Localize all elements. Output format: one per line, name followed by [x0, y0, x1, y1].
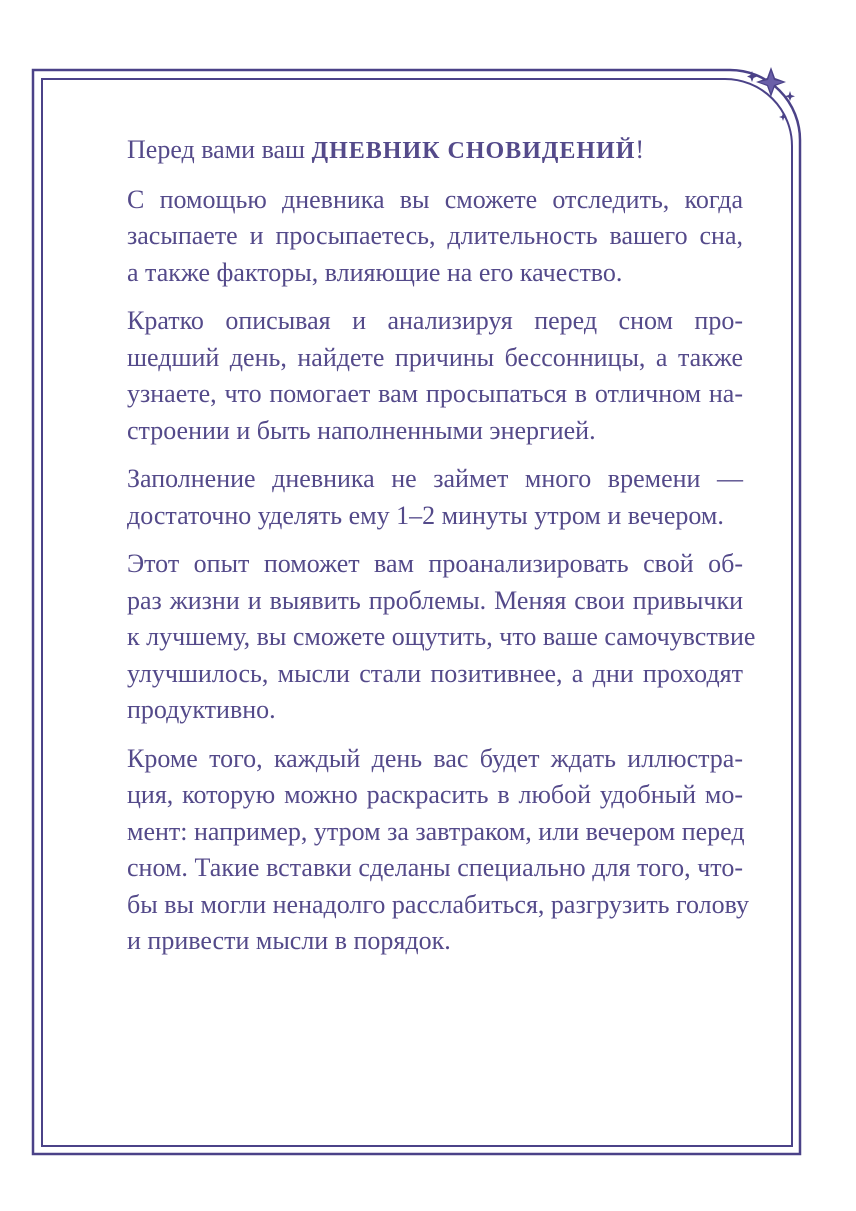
text-line: бы вы могли ненадолго расслабиться, разгрузить голову: [127, 889, 749, 919]
text-line: и привести мысли в порядок.: [127, 926, 451, 955]
text-line: к лучшему, вы сможете ощутить, что ваше самочувствие: [127, 622, 756, 651]
paragraph-title: [127, 132, 743, 170]
text-line: ция, которую можно раскрасить в любой удобный мо-: [127, 780, 743, 809]
paragraph-2: [127, 303, 743, 449]
paragraph-3: [127, 461, 743, 534]
title-lead: Перед вами ваш: [127, 135, 312, 164]
paragraph-1: [127, 182, 743, 292]
text-line: улучшилось, мысли стали позитивнее, а дни проходят: [127, 658, 743, 688]
text-line: сном. Такие вставки сделаны специально для того, что-: [127, 853, 743, 882]
text-line: Заполнение дневника не займет много времени —: [127, 464, 743, 493]
text-line: раз жизни и выявить проблемы. Меняя свои привычки: [127, 585, 743, 615]
text-line: Этот опыт поможет вам проанализировать свой об-: [127, 549, 743, 578]
text-line: строении и быть наполненными энергией.: [127, 415, 596, 445]
text-line: шедший день, найдете причины бессонницы, а также: [127, 342, 743, 372]
text-line: засыпаете и просыпаетесь, длительность вашего сна,: [127, 221, 743, 250]
text-line: мент: например, утром за завтраком, или вечером перед: [127, 816, 745, 846]
text-line: Кроме того, каждый день вас будет ждать иллюстра-: [127, 743, 743, 773]
title-exclamation: !: [635, 135, 645, 164]
text-line: С помощью дневника вы сможете отследить, когда: [127, 184, 743, 214]
text-line: продуктивно.: [127, 695, 276, 724]
intro-text: [127, 132, 756, 972]
paragraph-5: [127, 741, 749, 960]
text-line: Кратко описывая и анализируя перед сном про-: [127, 306, 743, 335]
diary-title: ДНЕВНИК СНОВИДЕНИЙ: [311, 138, 636, 164]
text-line: узнаете, что помогает вам просыпаться в отличном на-: [127, 379, 743, 408]
paragraph-4: [127, 546, 756, 729]
text-line: достаточно уделять ему 1–2 минуты утром и вечером.: [127, 500, 724, 530]
text-line: а также факторы, влияющие на его качество.: [127, 257, 623, 287]
